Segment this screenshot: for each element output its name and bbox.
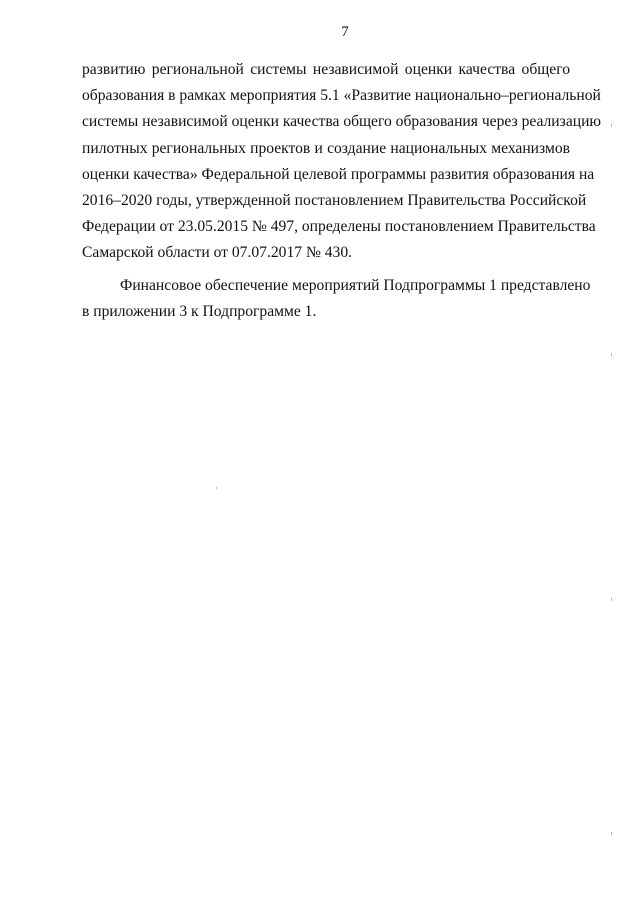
scan-speck <box>216 487 217 489</box>
document-body <box>82 57 602 325</box>
scan-speck <box>611 832 612 835</box>
paragraph-1 <box>82 57 602 267</box>
scan-speck <box>611 598 612 601</box>
text-line: развитию региональной системы независимой оценки качества общего <box>82 61 570 78</box>
page-number: 7 <box>341 24 349 40</box>
text-line: Самарской области от 07.07.2017 № 430. <box>82 244 353 262</box>
text-line: системы независимой оценки качества общего образования через реализацию <box>82 113 602 131</box>
text-line: 2016–2020 годы, утвержденной постановлением Правительства Российской <box>82 192 587 210</box>
scan-speck <box>611 124 612 127</box>
text-line: в приложении 3 к Подпрограмме 1. <box>82 302 317 320</box>
text-line: пилотных региональных проектов и создание национальных механизмов <box>82 139 570 157</box>
text-line: Финансовое обеспечение мероприятий Подпрограммы 1 представлено <box>120 276 591 294</box>
text-line: Федерации от 23.05.2015 № 497, определены постановлением Правительства <box>82 218 596 236</box>
scan-speck <box>611 353 612 356</box>
text-line: образования в рамках мероприятия 5.1 «Развитие национально–региональной <box>82 87 601 105</box>
paragraph-2 <box>82 273 591 325</box>
text-line: оценки качества» Федеральной целевой программы развития образования на <box>82 165 595 183</box>
